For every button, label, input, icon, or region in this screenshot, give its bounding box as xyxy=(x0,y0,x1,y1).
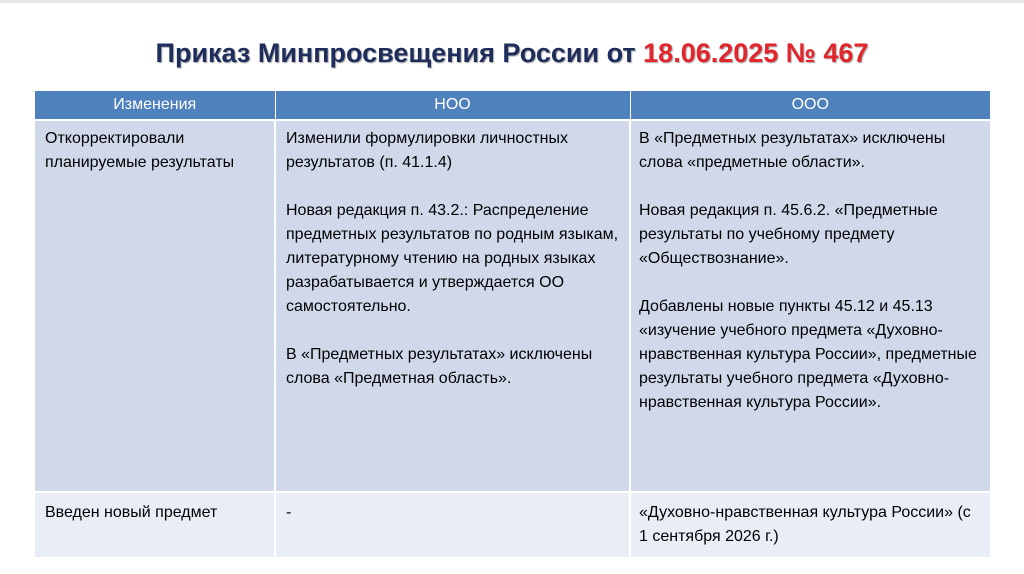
top-rule xyxy=(0,0,1024,3)
table-row xyxy=(35,120,990,492)
table-header-row xyxy=(35,91,990,120)
cell-text: «Духовно-нравственная культура России» (с 1 сентября 2026 г.) xyxy=(639,504,971,545)
cell-text: Введен новый предмет xyxy=(45,504,218,521)
cell-paragraph: Изменили формулировки личностных результатов (п. 41.1.4) xyxy=(286,130,568,171)
cell-paragraph: В «Предметных результатах» исключены слова «предметные области». xyxy=(639,130,946,171)
cell-paragraph: Новая редакция п. 43.2.: Распределение предметных результатов по родным языкам, литературному чтению на родных языках разрабатывается и утверждается ОО самостоятельно. xyxy=(286,202,619,315)
row2-ooo xyxy=(630,492,990,557)
table-row xyxy=(35,492,990,557)
row2-noo xyxy=(275,492,630,557)
page-title xyxy=(0,38,1024,69)
cell-paragraph: Новая редакция п. 45.6.2. «Предметные результаты по учебному предмету «Обществознание». xyxy=(639,202,938,267)
cell-text: - xyxy=(286,504,292,521)
cell-paragraph: В «Предметных результатах» исключены слова «Предметная область». xyxy=(286,346,593,387)
row1-noo xyxy=(275,120,630,492)
header-ooo: ООО xyxy=(630,91,990,120)
header-noo: НОО xyxy=(275,91,630,120)
row1-change xyxy=(35,120,275,492)
title-date-number: 18.06.2025 № 467 xyxy=(643,38,869,68)
row1-ooo xyxy=(630,120,990,492)
title-prefix: Приказ Минпросвещения России от xyxy=(155,38,644,68)
cell-text: Откорректировали планируемые результаты xyxy=(45,130,235,171)
changes-table xyxy=(35,91,990,557)
cell-paragraph: Добавлены новые пункты 45.12 и 45.13 «изучение учебного предмета «Духовно-нравственная культура России», предметные результаты учебного предмета «Духовно-нравственная культура России». xyxy=(639,298,977,411)
row2-change xyxy=(35,492,275,557)
header-changes: Изменения xyxy=(35,91,275,120)
